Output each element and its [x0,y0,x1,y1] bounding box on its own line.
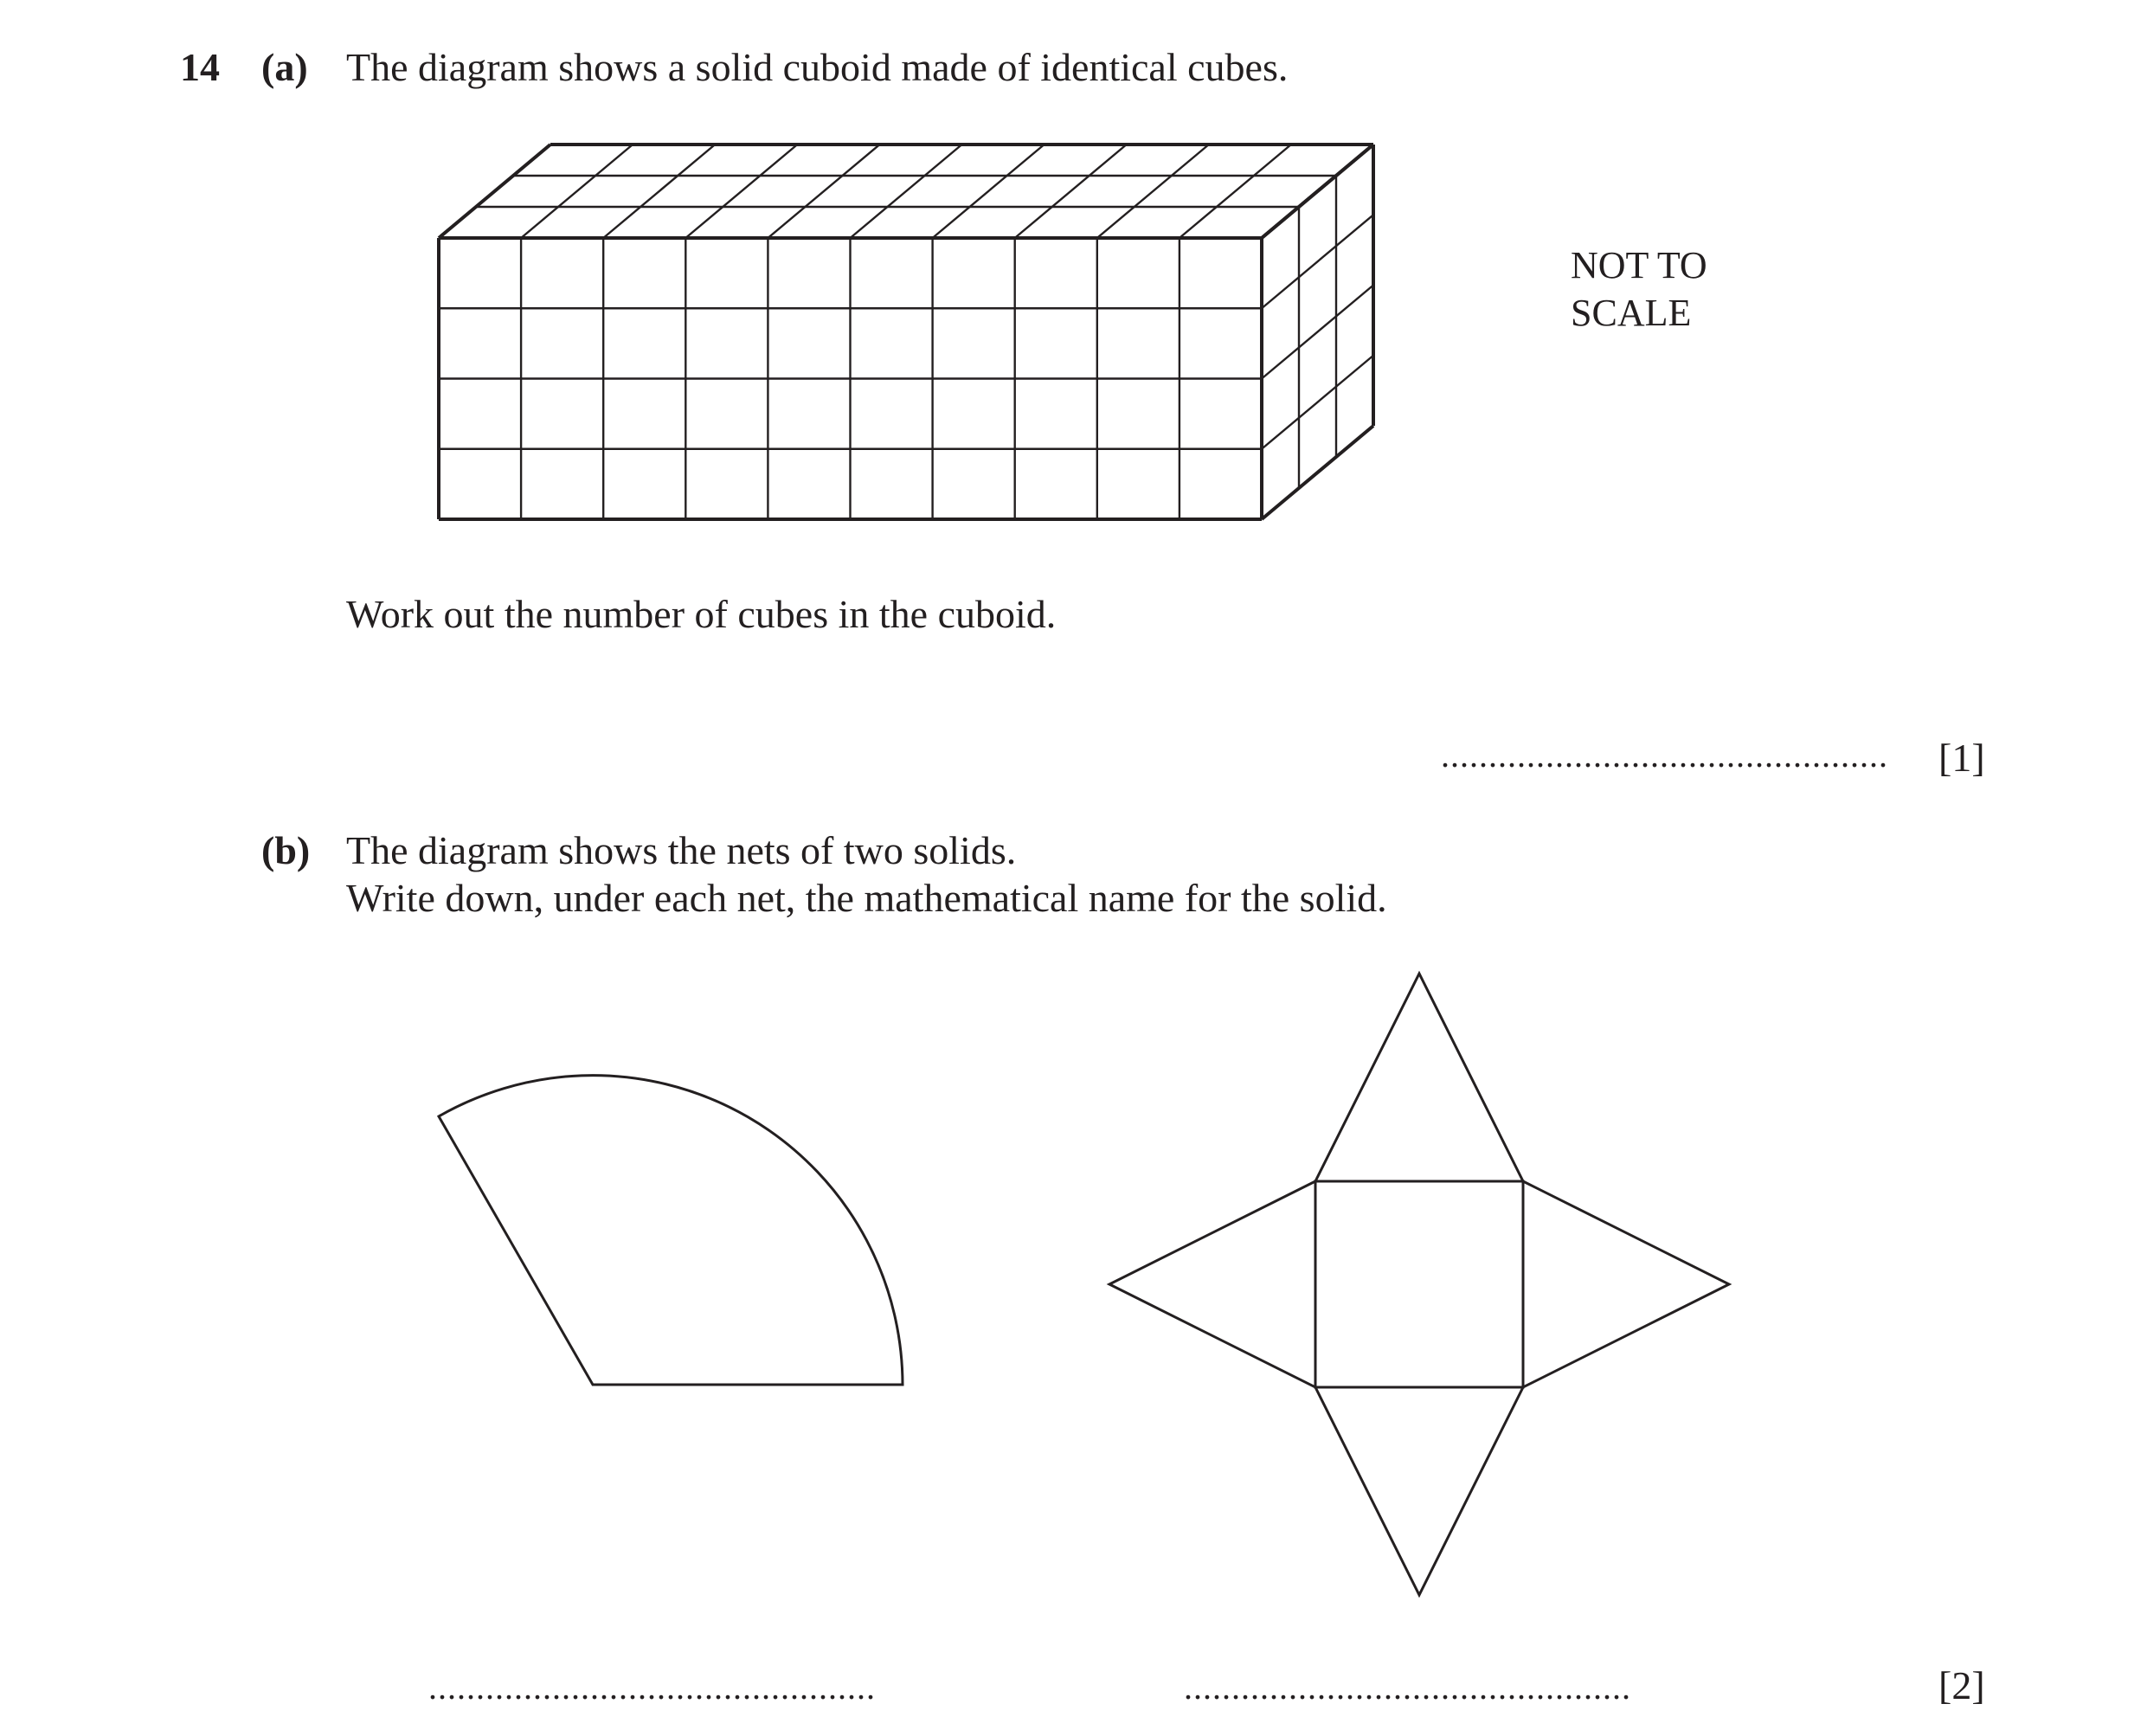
part-b-line2: Write down, under each net, the mathematical name for the solid. [346,876,1387,920]
not-to-scale-line1: NOT TO [1571,244,1707,286]
cuboid-top-receding [1097,145,1209,238]
pyramid-net [1090,961,1748,1618]
cuboid-side-receding [1262,215,1373,308]
part-a-intro: The diagram shows a solid cuboid made of identical cubes. [346,45,1289,89]
pyramid-triangle-left [1109,1181,1315,1387]
pyramid-square-base [1315,1181,1523,1387]
cuboid-top-receding [603,145,715,238]
cuboid-side-receding [1262,145,1373,238]
cone-answer-line[interactable]: ............................................... [428,1668,876,1707]
cuboid-side-receding [1262,286,1373,379]
pyramid-triangle-right [1523,1181,1729,1387]
sector-outline [439,1076,903,1385]
pyramid-answer-line[interactable]: ............................................... [1184,1668,1631,1707]
part-a-marks: [1] [1938,736,1985,780]
part-b-label: (b) [261,828,311,872]
cuboid-top-receding [1015,145,1127,238]
pyramid-triangle-top [1315,974,1523,1181]
pyramid-triangle-bottom [1315,1387,1523,1595]
cuboid-diagram [0,0,2147,606]
cuboid-top-receding [521,145,633,238]
cuboid-side-receding [1262,356,1373,449]
cuboid-top-receding [439,145,550,238]
part-b-marks: [2] [1938,1663,1985,1707]
part-a-instruction: Work out the number of cubes in the cuboid. [346,592,1057,636]
cone-net [415,1056,935,1445]
question-number: 14 [180,45,220,89]
cuboid-top-receding [933,145,1045,238]
not-to-scale-line2: SCALE [1571,292,1692,334]
cuboid-top-receding [1180,145,1291,238]
cuboid-top-receding [768,145,879,238]
cuboid-top-receding [851,145,962,238]
cuboid-side-receding [1262,426,1373,519]
part-a-label: (a) [261,45,308,89]
part-a-answer-line[interactable]: ............................................... [1441,736,1888,775]
cuboid-top-receding [685,145,797,238]
part-b-line1: The diagram shows the nets of two solids. [346,828,1017,872]
